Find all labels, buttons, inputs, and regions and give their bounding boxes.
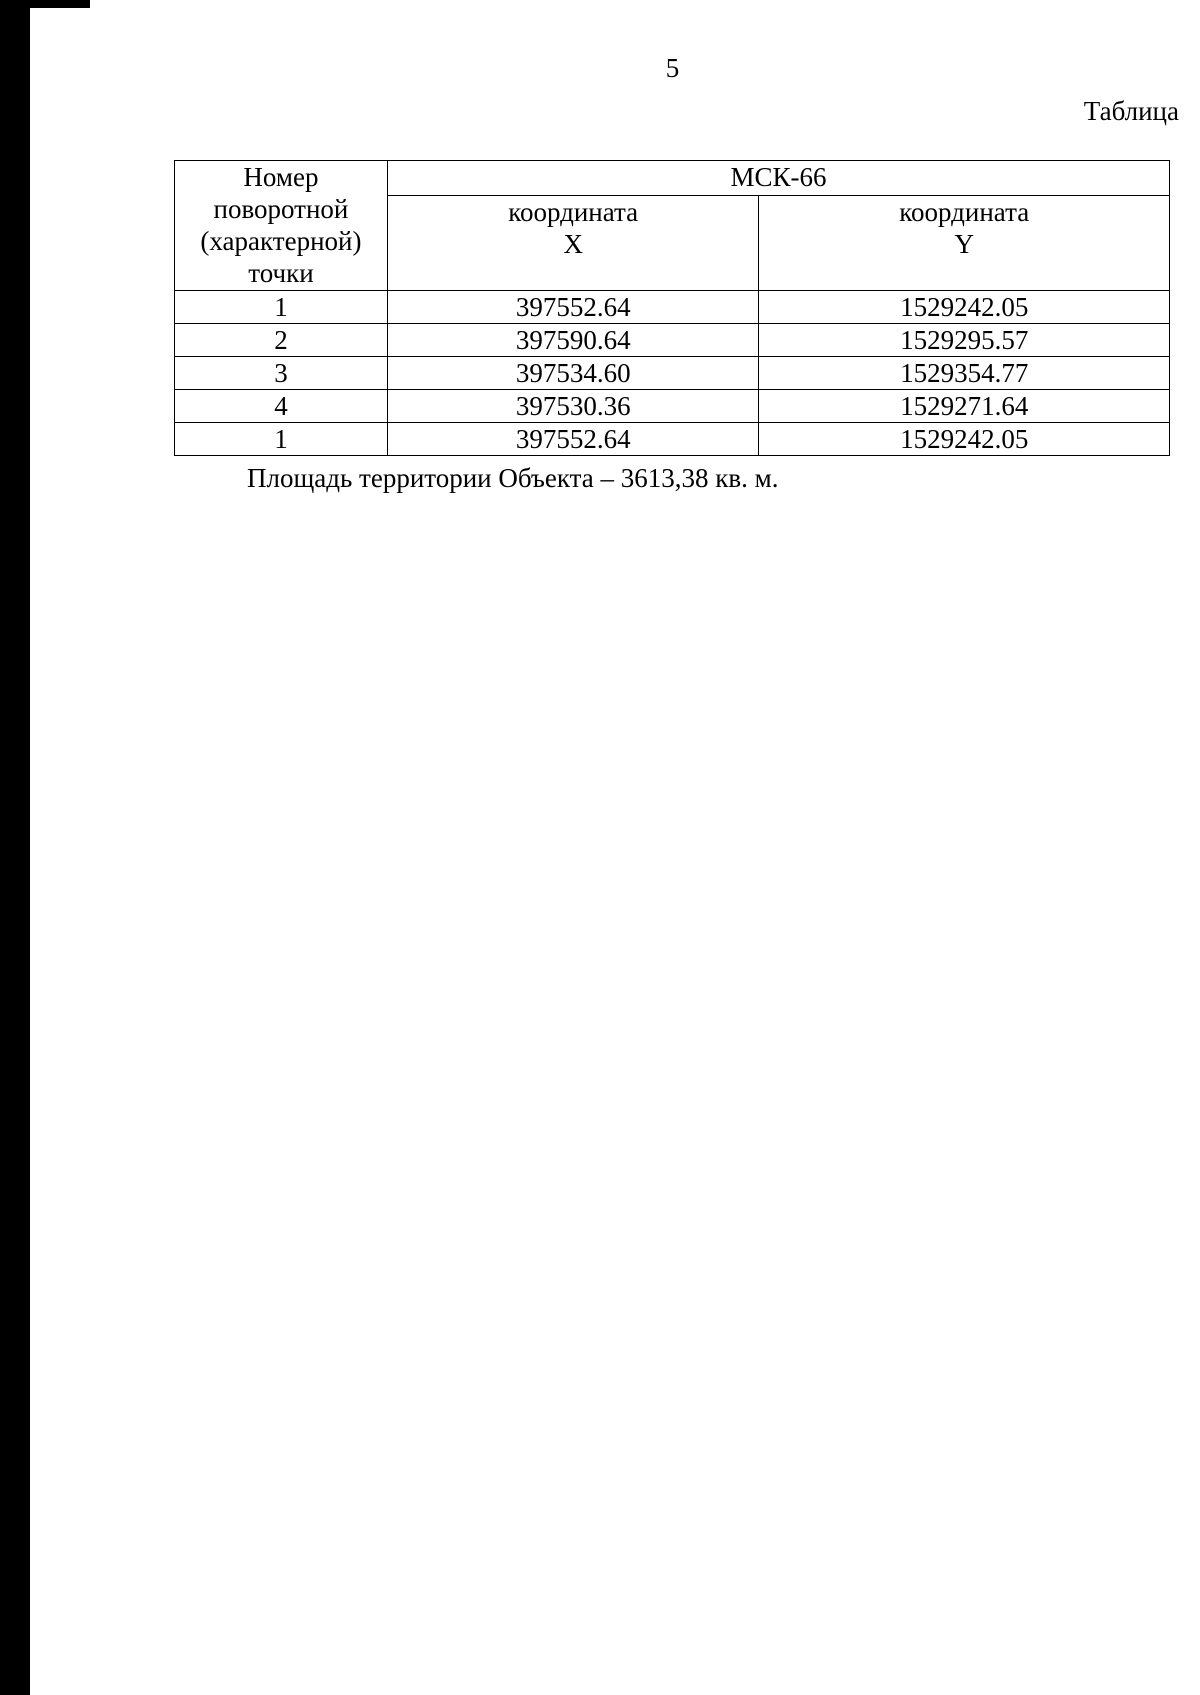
- table-row: [175, 423, 1170, 456]
- header-x-line: координата: [508, 197, 639, 227]
- header-point-line: поворотной: [213, 194, 349, 224]
- cell-y: 1529354.77: [759, 357, 1170, 390]
- table-row: [175, 390, 1170, 423]
- cell-y: 1529271.64: [759, 390, 1170, 423]
- header-point-number: [175, 161, 388, 291]
- table-row: [175, 324, 1170, 357]
- cell-x: 397530.36: [387, 390, 759, 423]
- cell-y: 1529242.05: [759, 291, 1170, 324]
- table-header-row: [175, 161, 1170, 196]
- header-point-line: (характерной): [200, 226, 362, 256]
- table-row: [175, 357, 1170, 390]
- header-y-line: Y: [954, 229, 974, 259]
- cell-point: 4: [175, 390, 388, 423]
- cell-point: 1: [175, 423, 388, 456]
- cell-x: 397552.64: [387, 423, 759, 456]
- cell-x: 397534.60: [387, 357, 759, 390]
- cell-point: 1: [175, 291, 388, 324]
- header-coordinate-y: [759, 196, 1170, 291]
- table-row: [175, 291, 1170, 324]
- cell-point: 3: [175, 357, 388, 390]
- coordinates-table: [174, 160, 1170, 456]
- header-point-line: Номер: [243, 162, 319, 192]
- header-point-line: точки: [248, 258, 314, 288]
- scan-top-mark: [0, 0, 90, 8]
- cell-x: 397590.64: [387, 324, 759, 357]
- header-coordinate-x: [387, 196, 759, 291]
- cell-x: 397552.64: [387, 291, 759, 324]
- header-x-line: X: [563, 229, 583, 259]
- table-caption: Таблица: [1083, 96, 1179, 126]
- area-statement: Площадь территории Объекта – 3613,38 кв. м.: [247, 463, 779, 493]
- cell-y: 1529295.57: [759, 324, 1170, 357]
- header-coordinate-system: МСК-66: [387, 161, 1169, 196]
- header-y-line: координата: [899, 197, 1030, 227]
- cell-y: 1529242.05: [759, 423, 1170, 456]
- page-number: 5: [665, 53, 680, 83]
- scan-edge-border: [0, 0, 30, 1695]
- cell-point: 2: [175, 324, 388, 357]
